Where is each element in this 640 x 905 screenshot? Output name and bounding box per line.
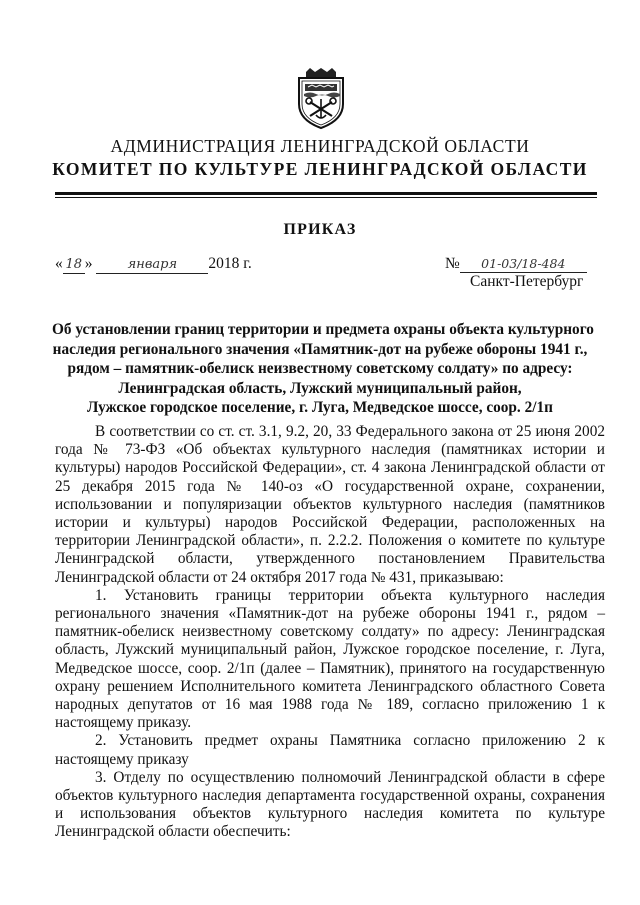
date-day-handwritten: 18: [63, 257, 85, 274]
org-name-committee: КОМИТЕТ ПО КУЛЬТУРЕ ЛЕНИНГРАДСКОЙ ОБЛАСТИ: [52, 159, 588, 179]
order-body: [55, 423, 605, 842]
body-paragraph-item-2: 2. Установить предмет охраны Памятника согласно приложению 2 к настоящему приказу: [55, 732, 605, 768]
date-open-quote: «: [55, 255, 63, 272]
date-close-quote: »: [84, 255, 93, 272]
number-prefix: №: [445, 255, 460, 272]
issue-city: Санкт-Петербург: [470, 273, 584, 290]
org-name-administration: АДМИНИСТРАЦИЯ ЛЕНИНГРАДСКОЙ ОБЛАСТИ: [110, 136, 530, 156]
body-paragraph-item-1: 1. Установить границы территории объекта культурного наследия регионального значения «Памятник-дот на рубеже обороны 1941 г., рядом – памятник-обелиск неизвестному советскому солдату» по адресу: Ленинградская область, Лужский муниципальный район, Лужское городское поселение, г. Луга, Медведское шоссе, соор. 2/1п (далее – Памятник), принятого на государственную охрану решением Исполнительного комитета Ленинградского областного Совета народных депутатов от 16 мая 1988 года № 189, согласно приложению 1 к настоящему приказу.: [55, 586, 605, 732]
header-divider-thick: [55, 192, 597, 195]
order-date: [55, 255, 252, 274]
title-line: наследия регионального значения «Памятник-дот на рубеже обороны 1941 г.,: [52, 340, 588, 358]
body-paragraph-preamble: В соответствии со ст. ст. 3.1, 9.2, 20, 33 Федерального закона от 25 июня 2002 года № 73-ФЗ «Об объектах культурного наследия (памятниках истории и культуры) народов Российской Федерации», ст. 4 закона Ленинградской области от 25 декабря 2015 года № 140-оз «О государственной охране, сохранении, использовании и популяризации объектов культурного наследия (памятников истории и культуры) народов Российской Федерации, расположенных на территории Ленинградской области», п. 2.2.2. Положения о комитете по культуре Ленинградской области, утвержденного постановлением Правительства Ленинградской области от 24 октября 2017 года № 431, приказываю:: [55, 423, 605, 586]
order-title: [52, 320, 594, 418]
document-type: ПРИКАЗ: [283, 221, 357, 238]
title-line: Ленинградская область, Лужский муниципальный район,: [118, 379, 522, 397]
date-month-handwritten: января: [96, 257, 208, 274]
header-divider-thin: [55, 197, 597, 198]
title-line: Лужское городское поселение, г. Луга, Медведское шоссе, соор. 2/1п: [87, 399, 553, 416]
coat-of-arms-icon: [296, 68, 346, 130]
title-line: рядом – памятник-обелиск неизвестному советскому солдату» по адресу:: [67, 360, 573, 377]
title-line: Об установлении границ территории и предмета охраны объекта культурного: [52, 321, 594, 338]
date-year: 2018 г.: [208, 255, 252, 272]
number-value-handwritten: 01-03/18-484: [460, 256, 587, 273]
body-paragraph-item-3: 3. Отделу по осуществлению полномочий Ленинградской области в сфере объектов культурного наследия департамента государственной охраны, сохранения и использования объектов культурного наследия комитета по культуре Ленинградской области обеспечить:: [55, 768, 605, 841]
order-number: [445, 255, 587, 273]
